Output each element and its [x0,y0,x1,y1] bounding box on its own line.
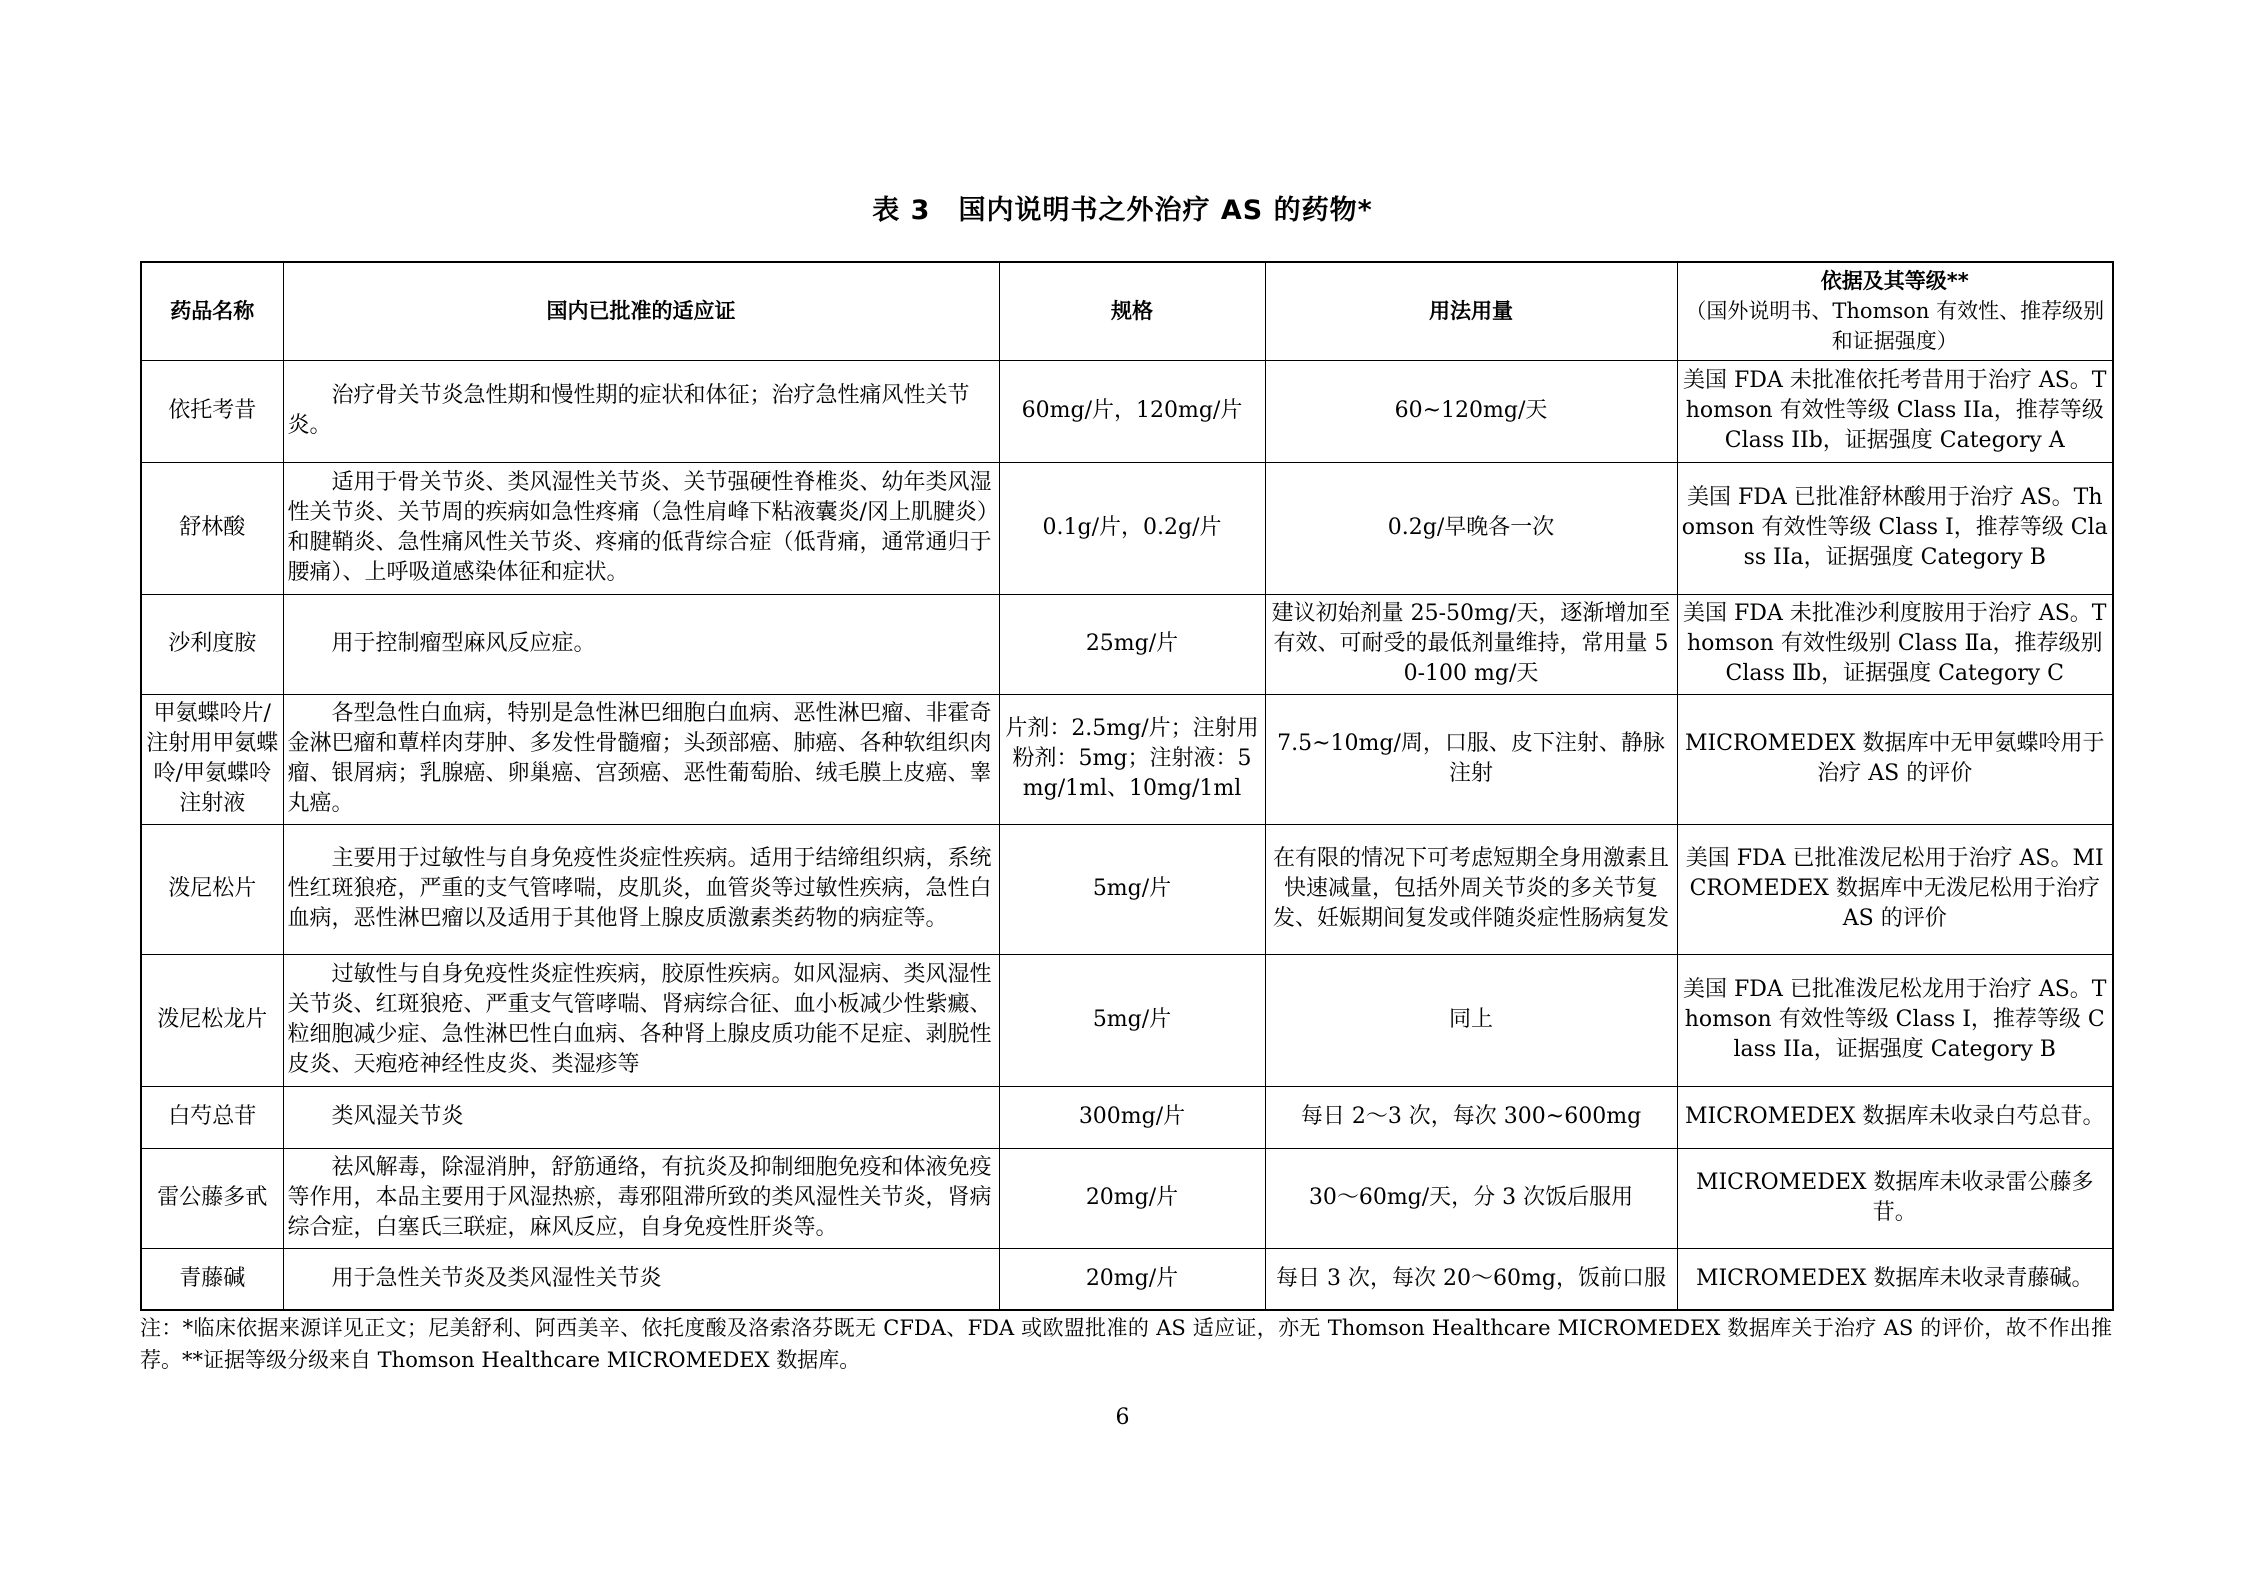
header-dosage: 用法用量 [1265,262,1677,360]
drug-name: 雷公藤多甙 [141,1148,283,1248]
table-row [141,1148,2113,1248]
table-row [141,694,2113,824]
drug-spec: 片剂：2.5mg/片；注射用粉剂：5mg；注射液：5mg/1ml、10mg/1ml [999,694,1265,824]
drug-name: 泼尼松龙片 [141,954,283,1086]
drug-basis: 美国 FDA 已批准泼尼松用于治疗 AS。MICROMEDEX 数据库中无泼尼松用于治疗 AS 的评价 [1677,824,2113,954]
header-spec: 规格 [999,262,1265,360]
drug-basis: MICROMEDEX 数据库中无甲氨蝶呤用于治疗 AS 的评价 [1677,694,2113,824]
drug-basis: MICROMEDEX 数据库未收录白芍总苷。 [1677,1086,2113,1148]
drug-indication: 类风湿关节炎 [283,1086,999,1148]
drug-spec: 60mg/片，120mg/片 [999,360,1265,462]
header-name: 药品名称 [141,262,283,360]
drug-dosage: 每日 2～3 次，每次 300~600mg [1265,1086,1677,1148]
drug-name: 依托考昔 [141,360,283,462]
drug-dosage: 在有限的情况下可考虑短期全身用激素且快速减量，包括外周关节炎的多关节复发、妊娠期间复发或伴随炎症性肠病复发 [1265,824,1677,954]
drug-dosage: 7.5~10mg/周，口服、皮下注射、静脉注射 [1265,694,1677,824]
drug-spec: 5mg/片 [999,954,1265,1086]
drug-basis: 美国 FDA 已批准舒林酸用于治疗 AS。Thomson 有效性等级 Class I，推荐等级 Class IIa，证据强度 Category B [1677,462,2113,594]
drug-dosage: 0.2g/早晚各一次 [1265,462,1677,594]
drug-name: 甲氨蝶呤片/注射用甲氨蝶呤/甲氨蝶呤注射液 [141,694,283,824]
drug-dosage: 每日 3 次，每次 20～60mg，饭前口服 [1265,1248,1677,1310]
page-number: 6 [1115,1405,1130,1430]
drug-indication: 主要用于过敏性与自身免疫性炎症性疾病。适用于结缔组织病，系统性红斑狼疮，严重的支气管哮喘，皮肌炎，血管炎等过敏性疾病，急性白血病，恶性淋巴瘤以及适用于其他肾上腺皮质激素类药物的病症等。 [283,824,999,954]
table-row [141,1248,2113,1310]
header-basis-title: 依据及其等级** [1820,269,1969,294]
drug-spec: 20mg/片 [999,1148,1265,1248]
drug-name: 青藤碱 [141,1248,283,1310]
table-footnote: 注：*临床依据来源详见正文；尼美舒利、阿西美辛、依托度酸及洛索洛芬既无 CFDA、FDA 或欧盟批准的 AS 适应证，亦无 Thomson Healthcare MICROMEDEX 数据库关于治疗 AS 的评价，故不作出推荐。**证据等级分级来自 Thomson Healthcare MICROMEDEX 数据库。 [140,1316,2112,1372]
drug-indication: 用于急性关节炎及类风湿性关节炎 [283,1248,999,1310]
drug-spec: 0.1g/片，0.2g/片 [999,462,1265,594]
drug-table [140,261,2114,1311]
drug-name: 舒林酸 [141,462,283,594]
drug-indication: 治疗骨关节炎急性期和慢性期的症状和体征；治疗急性痛风性关节炎。 [283,360,999,462]
table-row [141,1086,2113,1148]
drug-spec: 25mg/片 [999,594,1265,694]
drug-basis: 美国 FDA 已批准泼尼松龙用于治疗 AS。Thomson 有效性等级 Class I，推荐等级 Class IIa，证据强度 Category B [1677,954,2113,1086]
drug-name: 沙利度胺 [141,594,283,694]
drug-indication: 用于控制瘤型麻风反应症。 [283,594,999,694]
drug-dosage: 30～60mg/天，分 3 次饭后服用 [1265,1148,1677,1248]
header-basis-subtitle: （国外说明书、Thomson 有效性、推荐级别和证据强度） [1685,299,2105,354]
table-header-row [141,262,2113,360]
drug-name: 白芍总苷 [141,1086,283,1148]
drug-spec: 300mg/片 [999,1086,1265,1148]
drug-indication: 祛风解毒，除湿消肿，舒筋通络，有抗炎及抑制细胞免疫和体液免疫等作用，本品主要用于风湿热瘀，毒邪阻滞所致的类风湿性关节炎，肾病综合症，白塞氏三联症，麻风反应，自身免疫性肝炎等。 [283,1148,999,1248]
table-row [141,360,2113,462]
drug-indication: 过敏性与自身免疫性炎症性疾病，胶原性疾病。如风湿病、类风湿性关节炎、红斑狼疮、严重支气管哮喘、肾病综合征、血小板减少性紫癜、粒细胞减少症、急性淋巴性白血病、各种肾上腺皮质功能不足症、剥脱性皮炎、天疱疮神经性皮炎、类湿疹等 [283,954,999,1086]
table-row [141,954,2113,1086]
table-row [141,824,2113,954]
drug-name: 泼尼松片 [141,824,283,954]
table-row [141,462,2113,594]
table-title: 表 3 国内说明书之外治疗 AS 的药物* [872,195,1373,226]
drug-basis: 美国 FDA 未批准依托考昔用于治疗 AS。Thomson 有效性等级 Class IIa，推荐等级 Class IIb，证据强度 Category A [1677,360,2113,462]
drug-spec: 5mg/片 [999,824,1265,954]
drug-dosage: 建议初始剂量 25-50mg/天，逐渐增加至有效、可耐受的最低剂量维持，常用量 50-100 mg/天 [1265,594,1677,694]
drug-basis: 美国 FDA 未批准沙利度胺用于治疗 AS。Thomson 有效性级别 Class Ⅱa，推荐级别 Class Ⅱb，证据强度 Category C [1677,594,2113,694]
drug-dosage: 同上 [1265,954,1677,1086]
table-row [141,594,2113,694]
header-basis [1677,262,2113,360]
drug-indication: 各型急性白血病，特别是急性淋巴细胞白血病、恶性淋巴瘤、非霍奇金淋巴瘤和蕈样肉芽肿、多发性骨髓瘤；头颈部癌、肺癌、各种软组织肉瘤、银屑病；乳腺癌、卵巢癌、宫颈癌、恶性葡萄胎、绒毛膜上皮癌、睾丸癌。 [283,694,999,824]
drug-indication: 适用于骨关节炎、类风湿性关节炎、关节强硬性脊椎炎、幼年类风湿性关节炎、关节周的疾病如急性疼痛（急性肩峰下粘液囊炎/冈上肌腱炎）和腱鞘炎、急性痛风性关节炎、疼痛的低背综合症（低背痛，通常通归于腰痛）、上呼吸道感染体征和症状。 [283,462,999,594]
drug-basis: MICROMEDEX 数据库未收录雷公藤多苷。 [1677,1148,2113,1248]
header-indication: 国内已批准的适应证 [283,262,999,360]
drug-dosage: 60~120mg/天 [1265,360,1677,462]
drug-basis: MICROMEDEX 数据库未收录青藤碱。 [1677,1248,2113,1310]
drug-spec: 20mg/片 [999,1248,1265,1310]
